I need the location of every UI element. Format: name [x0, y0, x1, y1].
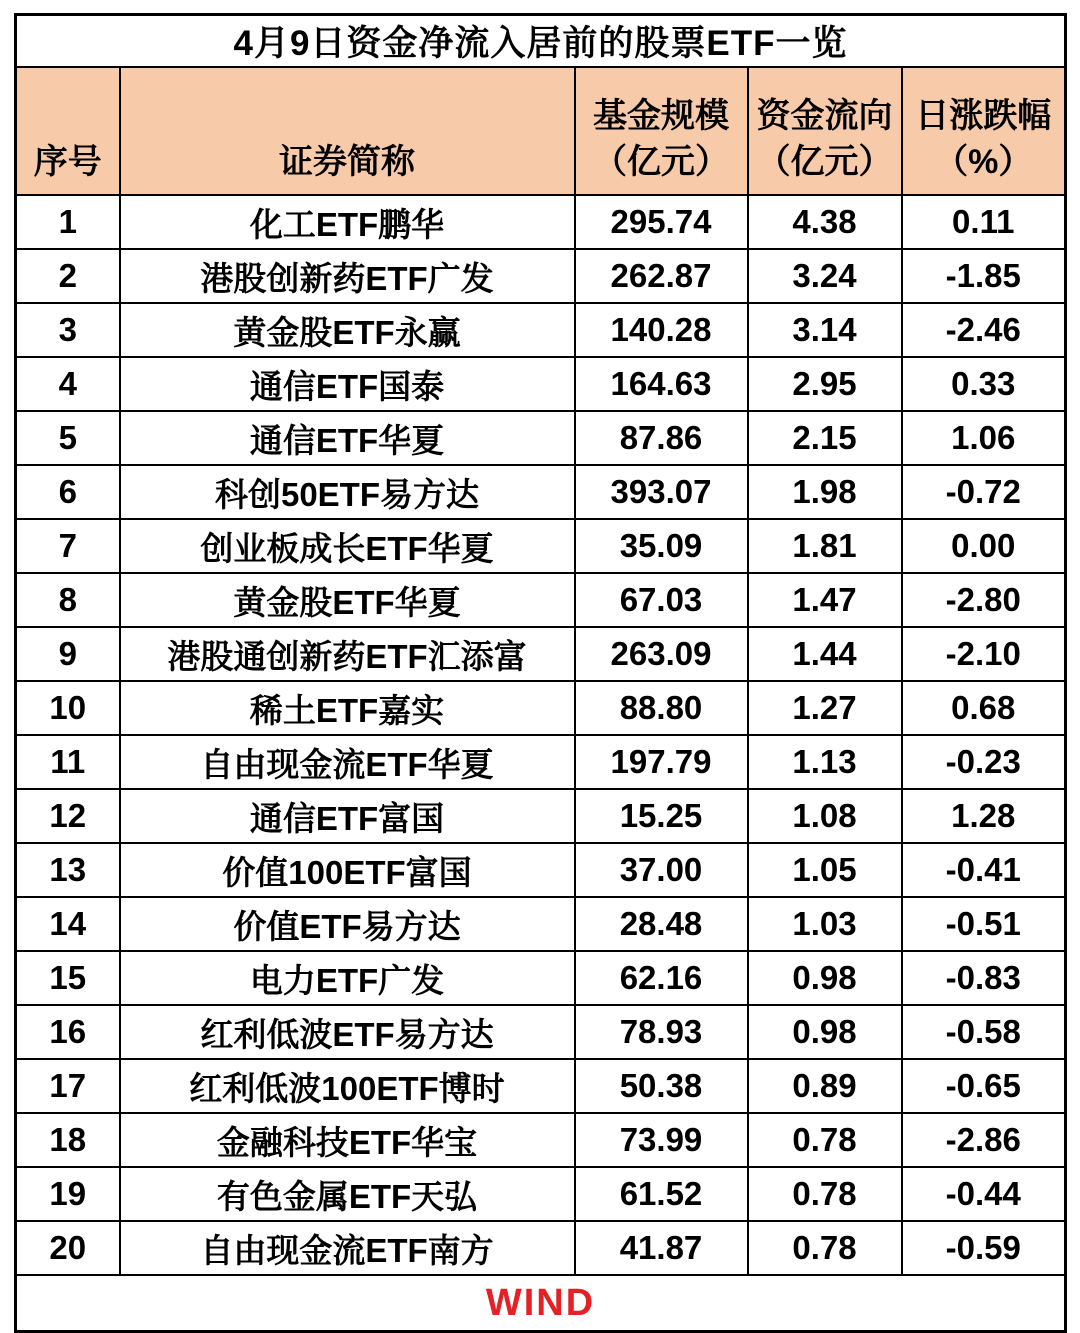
- name-header: [120, 67, 575, 195]
- table-row: [16, 195, 1066, 249]
- table-row: [16, 1113, 1066, 1167]
- name-cell: 通信ETF国泰: [120, 357, 575, 411]
- table-row: [16, 897, 1066, 951]
- scale-cell: 88.80: [575, 681, 748, 735]
- scale-cell: 87.86: [575, 411, 748, 465]
- rank-header-label: 序号: [33, 143, 102, 182]
- scale-cell: 35.09: [575, 519, 748, 573]
- change-header-line2: （%）: [934, 143, 1033, 182]
- table-row: [16, 789, 1066, 843]
- change-cell: -0.51: [902, 897, 1066, 951]
- table-row: [16, 681, 1066, 735]
- flow-cell: 0.98: [748, 951, 902, 1005]
- rank-cell: 5: [16, 411, 120, 465]
- table-row: [16, 1059, 1066, 1113]
- rank-cell: 3: [16, 303, 120, 357]
- change-cell: -0.59: [902, 1221, 1066, 1275]
- rank-cell: 6: [16, 465, 120, 519]
- table-row: [16, 573, 1066, 627]
- rank-cell: 18: [16, 1113, 120, 1167]
- name-cell: 化工ETF鹏华: [120, 195, 575, 249]
- table-row: [16, 1167, 1066, 1221]
- flow-header-line2: （亿元）: [756, 143, 893, 182]
- name-cell: 创业板成长ETF华夏: [120, 519, 575, 573]
- change-cell: -1.85: [902, 249, 1066, 303]
- name-cell: 科创50ETF易方达: [120, 465, 575, 519]
- name-header-label: 证券简称: [279, 143, 415, 182]
- flow-cell: 1.27: [748, 681, 902, 735]
- rank-cell: 10: [16, 681, 120, 735]
- scale-cell: 78.93: [575, 1005, 748, 1059]
- table-row: [16, 249, 1066, 303]
- flow-cell: 0.78: [748, 1113, 902, 1167]
- table-row: [16, 735, 1066, 789]
- scale-cell: 262.87: [575, 249, 748, 303]
- name-cell: 价值100ETF富国: [120, 843, 575, 897]
- flow-cell: 1.13: [748, 735, 902, 789]
- table-body: [16, 195, 1066, 1275]
- flow-cell: 1.44: [748, 627, 902, 681]
- change-cell: 0.11: [902, 195, 1066, 249]
- change-cell: 0.33: [902, 357, 1066, 411]
- name-cell: 通信ETF华夏: [120, 411, 575, 465]
- change-cell: -0.58: [902, 1005, 1066, 1059]
- change-cell: -0.41: [902, 843, 1066, 897]
- table-row: [16, 843, 1066, 897]
- name-cell: 港股通创新药ETF汇添富: [120, 627, 575, 681]
- source-label: WIND: [16, 1275, 1066, 1332]
- change-cell: -0.65: [902, 1059, 1066, 1113]
- table-row: [16, 951, 1066, 1005]
- scale-cell: 295.74: [575, 195, 748, 249]
- rank-cell: 16: [16, 1005, 120, 1059]
- rank-cell: 11: [16, 735, 120, 789]
- flow-cell: 4.38: [748, 195, 902, 249]
- scale-cell: 393.07: [575, 465, 748, 519]
- rank-cell: 1: [16, 195, 120, 249]
- table-row: [16, 519, 1066, 573]
- change-cell: -2.10: [902, 627, 1066, 681]
- scale-cell: 140.28: [575, 303, 748, 357]
- name-cell: 红利低波ETF易方达: [120, 1005, 575, 1059]
- rank-cell: 2: [16, 249, 120, 303]
- scale-cell: 28.48: [575, 897, 748, 951]
- scale-cell: 41.87: [575, 1221, 748, 1275]
- name-cell: 价值ETF易方达: [120, 897, 575, 951]
- name-cell: 电力ETF广发: [120, 951, 575, 1005]
- rank-cell: 12: [16, 789, 120, 843]
- scale-cell: 37.00: [575, 843, 748, 897]
- flow-cell: 1.03: [748, 897, 902, 951]
- flow-header-line1: 资金流向: [756, 97, 893, 136]
- flow-cell: 2.95: [748, 357, 902, 411]
- page-title: 4月9日资金净流入居前的股票ETF一览: [16, 15, 1066, 68]
- rank-cell: 17: [16, 1059, 120, 1113]
- table-row: [16, 303, 1066, 357]
- change-cell: -0.23: [902, 735, 1066, 789]
- scale-cell: 50.38: [575, 1059, 748, 1113]
- rank-cell: 9: [16, 627, 120, 681]
- flow-cell: 0.98: [748, 1005, 902, 1059]
- name-cell: 红利低波100ETF博时: [120, 1059, 575, 1113]
- change-cell: 1.28: [902, 789, 1066, 843]
- rank-cell: 19: [16, 1167, 120, 1221]
- scale-cell: 61.52: [575, 1167, 748, 1221]
- name-cell: 稀土ETF嘉实: [120, 681, 575, 735]
- name-cell: 金融科技ETF华宝: [120, 1113, 575, 1167]
- scale-header-line2: （亿元）: [593, 143, 729, 182]
- flow-cell: 2.15: [748, 411, 902, 465]
- scale-cell: 197.79: [575, 735, 748, 789]
- scale-header: [575, 67, 748, 195]
- table-row: [16, 1221, 1066, 1275]
- flow-cell: 1.47: [748, 573, 902, 627]
- rank-cell: 7: [16, 519, 120, 573]
- change-cell: -2.86: [902, 1113, 1066, 1167]
- flow-cell: 0.78: [748, 1167, 902, 1221]
- change-cell: -2.80: [902, 573, 1066, 627]
- change-header: [902, 67, 1066, 195]
- change-cell: 1.06: [902, 411, 1066, 465]
- name-cell: 自由现金流ETF南方: [120, 1221, 575, 1275]
- table-row: [16, 357, 1066, 411]
- scale-cell: 62.16: [575, 951, 748, 1005]
- etf-flow-table-wrap: [14, 13, 1064, 1333]
- header-row: [16, 67, 1066, 195]
- table-row: [16, 627, 1066, 681]
- change-cell: -0.72: [902, 465, 1066, 519]
- rank-cell: 13: [16, 843, 120, 897]
- table-row: [16, 1005, 1066, 1059]
- name-cell: 黄金股ETF永赢: [120, 303, 575, 357]
- source-row: [16, 1275, 1066, 1332]
- rank-cell: 20: [16, 1221, 120, 1275]
- flow-cell: 0.78: [748, 1221, 902, 1275]
- scale-cell: 15.25: [575, 789, 748, 843]
- table-row: [16, 465, 1066, 519]
- flow-cell: 1.98: [748, 465, 902, 519]
- flow-cell: 0.89: [748, 1059, 902, 1113]
- name-cell: 有色金属ETF天弘: [120, 1167, 575, 1221]
- flow-header: [748, 67, 902, 195]
- flow-cell: 3.24: [748, 249, 902, 303]
- change-cell: -2.46: [902, 303, 1066, 357]
- rank-cell: 8: [16, 573, 120, 627]
- change-cell: 0.68: [902, 681, 1066, 735]
- flow-cell: 1.05: [748, 843, 902, 897]
- scale-cell: 164.63: [575, 357, 748, 411]
- change-header-line1: 日涨跌幅: [915, 97, 1052, 136]
- rank-cell: 14: [16, 897, 120, 951]
- rank-header: [16, 67, 120, 195]
- scale-cell: 73.99: [575, 1113, 748, 1167]
- flow-cell: 3.14: [748, 303, 902, 357]
- name-cell: 港股创新药ETF广发: [120, 249, 575, 303]
- scale-header-line1: 基金规模: [593, 97, 729, 136]
- rank-cell: 4: [16, 357, 120, 411]
- change-cell: -0.83: [902, 951, 1066, 1005]
- change-cell: -0.44: [902, 1167, 1066, 1221]
- scale-cell: 263.09: [575, 627, 748, 681]
- flow-cell: 1.81: [748, 519, 902, 573]
- flow-cell: 1.08: [748, 789, 902, 843]
- etf-flow-table: [14, 13, 1067, 1333]
- change-cell: 0.00: [902, 519, 1066, 573]
- title-row: [16, 15, 1066, 68]
- name-cell: 自由现金流ETF华夏: [120, 735, 575, 789]
- table-row: [16, 411, 1066, 465]
- rank-cell: 15: [16, 951, 120, 1005]
- name-cell: 通信ETF富国: [120, 789, 575, 843]
- scale-cell: 67.03: [575, 573, 748, 627]
- name-cell: 黄金股ETF华夏: [120, 573, 575, 627]
